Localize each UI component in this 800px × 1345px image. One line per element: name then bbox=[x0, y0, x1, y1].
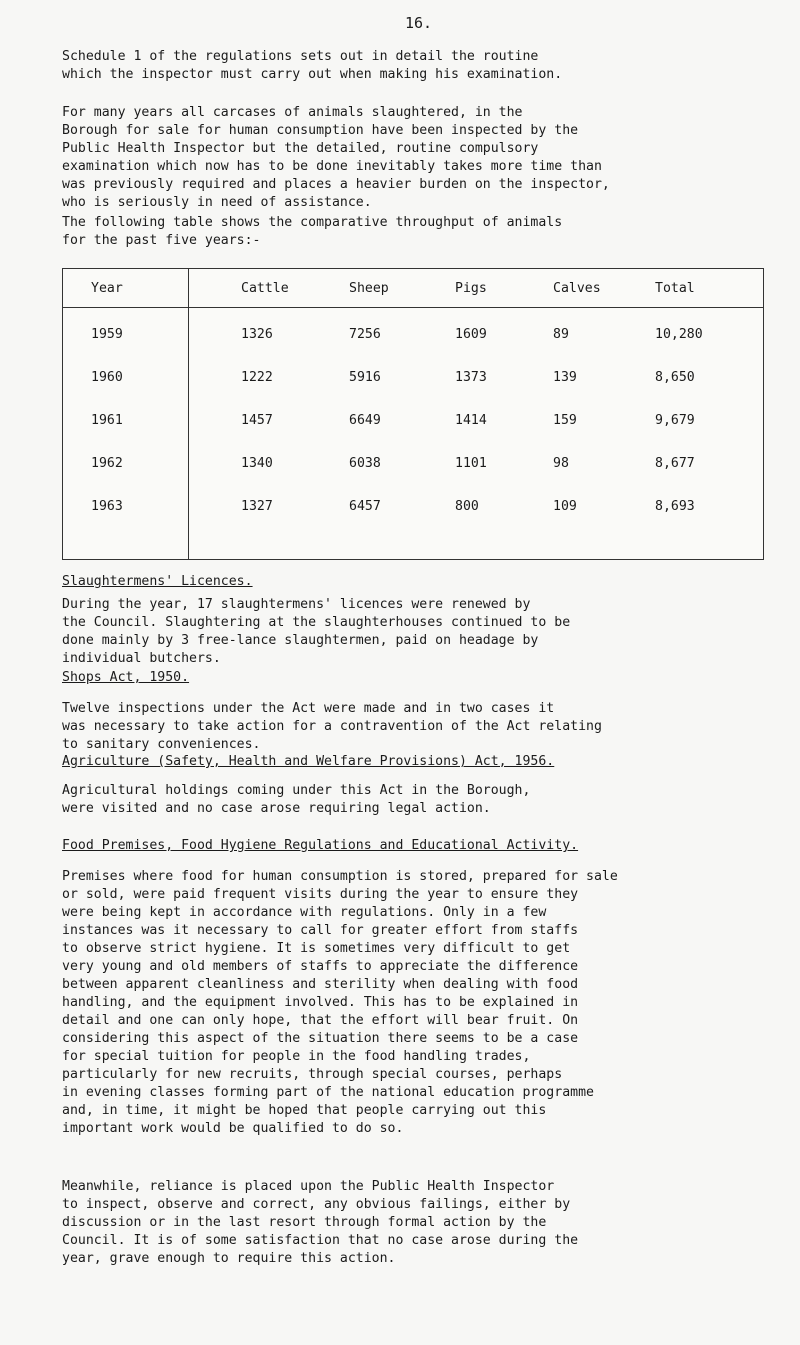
table-cell: 7256 bbox=[349, 327, 381, 342]
table-header-pigs: Pigs bbox=[455, 281, 487, 296]
table-cell: 800 bbox=[455, 499, 479, 514]
table-cell: 1414 bbox=[455, 413, 487, 428]
table-cell: 1962 bbox=[91, 456, 123, 471]
table-cell: 1963 bbox=[91, 499, 123, 514]
table-cell: 98 bbox=[553, 456, 569, 471]
table-header-total: Total bbox=[655, 281, 695, 296]
table-cell: 5916 bbox=[349, 370, 381, 385]
table-cell: 159 bbox=[553, 413, 577, 428]
paragraph-carcases: For many years all carcases of animals slaughtered, in the Borough for sale for human consumption have been inspected by the Public Health Inspector but the detailed, routine compulsory examination which now has to be done inevitably takes more time than was previously required and places a heavier burden on the inspector, who is seriously in need of assistance. bbox=[62, 105, 610, 210]
table-cell: 1326 bbox=[241, 327, 273, 342]
paragraph-shops-act: Twelve inspections under the Act were made and in two cases it was necessary to take action for a contravention of the Act relating to sanitary conveniences. bbox=[62, 701, 602, 752]
table-cell: 1959 bbox=[91, 327, 123, 342]
paragraph-schedule: Schedule 1 of the regulations sets out in detail the routine which the inspector must carry out when making his examination. bbox=[62, 49, 563, 82]
table-cell: 1457 bbox=[241, 413, 273, 428]
table-cell: 1101 bbox=[455, 456, 487, 471]
table-header-cattle: Cattle bbox=[241, 281, 289, 296]
table-header-sheep: Sheep bbox=[349, 281, 389, 296]
table-cell: 8,677 bbox=[655, 456, 695, 471]
heading-food-premises: Food Premises, Food Hygiene Regulations and Educational Activity. bbox=[62, 838, 579, 853]
table-cell: 139 bbox=[553, 370, 577, 385]
table-cell: 6649 bbox=[349, 413, 381, 428]
heading-slaughtermens-licences: Slaughtermens' Licences. bbox=[62, 574, 253, 589]
table-year-divider bbox=[188, 269, 189, 559]
table-cell: 10,280 bbox=[655, 327, 703, 342]
paragraph-food-premises: Premises where food for human consumption is stored, prepared for sale or sold, were paid frequent visits during the year to ensure they were being kept in accordance with regulations. Only in a few instances was it necessary to call for greater effort from staffs to observe strict hygiene. It is sometimes very difficult to get very young and old members of staffs to appreciate the difference between apparent cleanliness and sterility when dealing with food handling, and the equipment involved. This has to be explained in detail and one can only hope, that the effort will bear fruit. On considering this aspect of the situation there seems to be a case for special tuition for people in the food handling trades, particularly for new recruits, through special courses, perhaps in evening classes forming part of the national education programme and, in time, it might be hoped that people carrying out this important work would be qualified to do so. bbox=[62, 869, 618, 1136]
paragraph-reliance: Meanwhile, reliance is placed upon the Public Health Inspector to inspect, observe and correct, any obvious failings, either by discussion or in the last resort through formal action by the Council. It is of some satisfaction that no case arose during the year, grave enough to require this action. bbox=[62, 1179, 579, 1266]
heading-shops-act: Shops Act, 1950. bbox=[62, 670, 190, 685]
table-cell: 1327 bbox=[241, 499, 273, 514]
table-cell: 1609 bbox=[455, 327, 487, 342]
table-cell: 9,679 bbox=[655, 413, 695, 428]
table-cell: 8,693 bbox=[655, 499, 695, 514]
table-cell: 109 bbox=[553, 499, 577, 514]
table-cell: 1340 bbox=[241, 456, 273, 471]
table-cell: 1373 bbox=[455, 370, 487, 385]
heading-agriculture-act: Agriculture (Safety, Health and Welfare Provisions) Act, 1956. bbox=[62, 754, 555, 769]
paragraph-table-intro: The following table shows the comparative throughput of animals for the past five years:- bbox=[62, 215, 563, 248]
table-header-calves: Calves bbox=[553, 281, 601, 296]
table-cell: 1960 bbox=[91, 370, 123, 385]
throughput-table bbox=[62, 268, 764, 560]
table-cell: 8,650 bbox=[655, 370, 695, 385]
page-number: 16. bbox=[405, 14, 433, 32]
paragraph-licences: During the year, 17 slaughtermens' licences were renewed by the Council. Slaughtering at the slaughterhouses continued to be done mainly by 3 free-lance slaughtermen, paid on headage by individual butchers. bbox=[62, 597, 571, 666]
table-cell: 89 bbox=[553, 327, 569, 342]
paragraph-agriculture-act: Agricultural holdings coming under this Act in the Borough, were visited and no case arose requiring legal action. bbox=[62, 783, 531, 816]
table-cell: 1222 bbox=[241, 370, 273, 385]
table-cell: 1961 bbox=[91, 413, 123, 428]
table-header-year: Year bbox=[91, 281, 123, 296]
table-cell: 6457 bbox=[349, 499, 381, 514]
table-cell: 6038 bbox=[349, 456, 381, 471]
table-header-divider bbox=[63, 307, 763, 308]
